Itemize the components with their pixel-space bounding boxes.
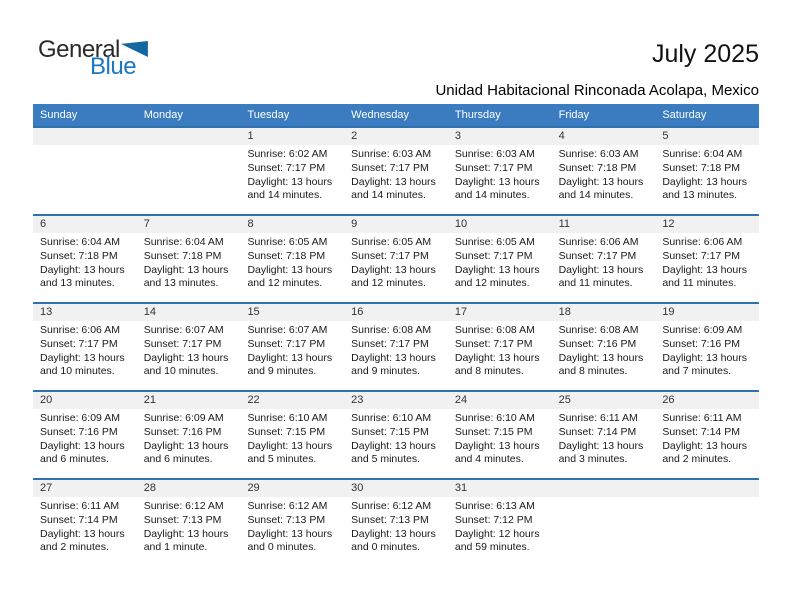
daylight-text-line2: and 13 minutes. <box>40 277 115 290</box>
day-cell-28 <box>137 480 241 566</box>
sunset-text: Sunset: 7:18 PM <box>662 161 740 174</box>
sunrise-text: Sunrise: 6:08 AM <box>351 324 432 336</box>
day-details <box>448 321 552 379</box>
day-cell-4 <box>552 128 656 214</box>
daylight-text-line1: Daylight: 13 hours <box>558 439 644 452</box>
day-details <box>655 233 759 291</box>
daylight-text-line1: Daylight: 13 hours <box>558 263 644 276</box>
sunset-text: Sunset: 7:17 PM <box>558 249 637 262</box>
week-row <box>33 302 759 390</box>
day-details <box>344 145 448 203</box>
day-details <box>240 233 344 291</box>
sunset-text: Sunset: 7:17 PM <box>247 337 326 350</box>
day-header-thursday: Thursday <box>454 109 501 121</box>
daylight-text-line1: Daylight: 13 hours <box>247 527 333 540</box>
day-header-saturday: Saturday <box>662 109 707 121</box>
sunrise-text: Sunrise: 6:12 AM <box>247 500 328 512</box>
daylight-text-line2: and 9 minutes. <box>351 365 421 378</box>
daylight-text-line1: Daylight: 13 hours <box>40 439 125 452</box>
sunrise-text: Sunrise: 6:12 AM <box>351 500 432 512</box>
daylight-text-line1: Daylight: 13 hours <box>351 351 436 364</box>
day-cell-24 <box>448 392 552 478</box>
day-cell-15 <box>240 304 344 390</box>
sunset-text: Sunset: 7:15 PM <box>454 425 533 438</box>
sunrise-text: Sunrise: 6:06 AM <box>40 324 120 336</box>
day-details <box>344 409 448 467</box>
sunrise-text: Sunrise: 6:06 AM <box>558 236 639 248</box>
daylight-text-line1: Daylight: 13 hours <box>247 263 333 276</box>
sunset-text: Sunset: 7:14 PM <box>40 513 118 526</box>
sunset-text: Sunset: 7:17 PM <box>351 249 429 262</box>
calendar-grid <box>33 104 759 566</box>
sunset-text: Sunset: 7:16 PM <box>143 425 222 438</box>
day-cell-9 <box>344 216 448 302</box>
daylight-text-line1: Daylight: 13 hours <box>351 263 436 276</box>
sunrise-text: Sunrise: 6:08 AM <box>558 324 639 336</box>
day-details <box>344 233 448 291</box>
daylight-text-line2: and 4 minutes. <box>454 453 524 466</box>
logo-text-blue: Blue <box>90 53 137 80</box>
daylight-text-line2: and 8 minutes. <box>558 365 628 378</box>
day-details <box>240 145 344 203</box>
sunset-text: Sunset: 7:16 PM <box>558 337 637 350</box>
daylight-text-line1: Daylight: 13 hours <box>143 439 229 452</box>
sunset-text: Sunset: 7:17 PM <box>143 337 222 350</box>
sunset-text: Sunset: 7:17 PM <box>351 161 429 174</box>
week-row <box>33 390 759 478</box>
day-header-tuesday: Tuesday <box>247 109 290 121</box>
day-number: 8 <box>240 216 344 233</box>
sunset-text: Sunset: 7:12 PM <box>454 513 533 526</box>
daylight-text-line1: Daylight: 13 hours <box>247 351 333 364</box>
day-details <box>448 497 552 555</box>
day-number: 12 <box>655 216 759 233</box>
daylight-text-line2: and 9 minutes. <box>247 365 317 378</box>
sunset-text: Sunset: 7:17 PM <box>454 249 533 262</box>
daylight-text-line2: and 0 minutes. <box>351 541 421 554</box>
day-header-friday: Friday <box>558 109 590 121</box>
day-details <box>137 321 241 379</box>
sunset-text: Sunset: 7:17 PM <box>454 161 533 174</box>
title-block <box>435 40 759 99</box>
sunset-text: Sunset: 7:18 PM <box>558 161 637 174</box>
day-number: 15 <box>240 304 344 321</box>
day-number: 3 <box>448 128 552 145</box>
daylight-text-line2: and 11 minutes. <box>662 277 737 290</box>
daylight-text-line2: and 5 minutes. <box>351 453 421 466</box>
daylight-text-line2: and 14 minutes. <box>558 189 634 202</box>
day-details <box>137 409 241 467</box>
sunset-text: Sunset: 7:14 PM <box>662 425 740 438</box>
sunrise-text: Sunrise: 6:09 AM <box>143 412 224 424</box>
day-number: 24 <box>448 392 552 409</box>
day-details <box>344 321 448 379</box>
day-cell-empty <box>33 128 137 214</box>
day-cell-11 <box>552 216 656 302</box>
daylight-text-line2: and 1 minute. <box>143 541 208 554</box>
daylight-text-line1: Daylight: 13 hours <box>40 263 125 276</box>
day-number: 21 <box>137 392 241 409</box>
day-cell-27 <box>33 480 137 566</box>
daylight-text-line1: Daylight: 13 hours <box>454 439 540 452</box>
daylight-text-line1: Daylight: 13 hours <box>662 175 747 188</box>
day-cell-10 <box>448 216 552 302</box>
day-number: 1 <box>240 128 344 145</box>
daylight-text-line2: and 11 minutes. <box>558 277 633 290</box>
day-cell-21 <box>137 392 241 478</box>
day-details <box>137 497 241 555</box>
day-cell-22 <box>240 392 344 478</box>
day-number: 30 <box>344 480 448 497</box>
daylight-text-line2: and 12 minutes. <box>247 277 323 290</box>
daylight-text-line1: Daylight: 13 hours <box>351 175 436 188</box>
sunset-text: Sunset: 7:17 PM <box>247 161 326 174</box>
day-cell-empty <box>137 128 241 214</box>
day-cell-1 <box>240 128 344 214</box>
week-row <box>33 478 759 566</box>
sunrise-text: Sunrise: 6:11 AM <box>558 412 638 424</box>
day-cell-empty <box>552 480 656 566</box>
day-number: 13 <box>33 304 137 321</box>
day-number: 25 <box>552 392 656 409</box>
sunrise-text: Sunrise: 6:11 AM <box>40 500 120 512</box>
sunrise-text: Sunrise: 6:12 AM <box>143 500 224 512</box>
day-number: 19 <box>655 304 759 321</box>
sunrise-text: Sunrise: 6:07 AM <box>143 324 224 336</box>
day-number: 14 <box>137 304 241 321</box>
day-details <box>448 409 552 467</box>
day-number: 11 <box>552 216 656 233</box>
sunset-text: Sunset: 7:15 PM <box>247 425 326 438</box>
daylight-text-line2: and 14 minutes. <box>454 189 530 202</box>
day-cell-empty <box>655 480 759 566</box>
sunset-text: Sunset: 7:14 PM <box>558 425 637 438</box>
day-details <box>240 321 344 379</box>
day-header-wednesday: Wednesday <box>351 109 410 121</box>
daylight-text-line2: and 14 minutes. <box>351 189 426 202</box>
daylight-text-line1: Daylight: 13 hours <box>143 263 229 276</box>
sunset-text: Sunset: 7:18 PM <box>247 249 326 262</box>
sunrise-text: Sunrise: 6:04 AM <box>40 236 120 248</box>
sunrise-text: Sunrise: 6:02 AM <box>247 148 328 160</box>
sunset-text: Sunset: 7:18 PM <box>143 249 222 262</box>
day-cell-5 <box>655 128 759 214</box>
day-cell-26 <box>655 392 759 478</box>
sunrise-text: Sunrise: 6:05 AM <box>351 236 432 248</box>
day-number: 17 <box>448 304 552 321</box>
sunrise-text: Sunrise: 6:05 AM <box>247 236 328 248</box>
day-number: 28 <box>137 480 241 497</box>
sunset-text: Sunset: 7:17 PM <box>40 337 118 350</box>
daylight-text-line2: and 13 minutes. <box>143 277 219 290</box>
day-number: 26 <box>655 392 759 409</box>
daylight-text-line1: Daylight: 13 hours <box>351 439 436 452</box>
day-cell-16 <box>344 304 448 390</box>
day-cell-19 <box>655 304 759 390</box>
day-number: 18 <box>552 304 656 321</box>
daylight-text-line2: and 12 minutes. <box>351 277 426 290</box>
sunset-text: Sunset: 7:15 PM <box>351 425 429 438</box>
sunrise-text: Sunrise: 6:03 AM <box>454 148 535 160</box>
daylight-text-line1: Daylight: 13 hours <box>558 351 644 364</box>
day-details <box>33 321 137 379</box>
day-cell-8 <box>240 216 344 302</box>
day-details <box>344 497 448 555</box>
sunrise-text: Sunrise: 6:07 AM <box>247 324 328 336</box>
daylight-text-line2: and 3 minutes. <box>558 453 628 466</box>
day-details <box>655 145 759 203</box>
daylight-text-line2: and 8 minutes. <box>454 365 524 378</box>
daylight-text-line2: and 6 minutes. <box>143 453 213 466</box>
day-details <box>33 233 137 291</box>
sunset-text: Sunset: 7:17 PM <box>454 337 533 350</box>
daylight-text-line2: and 14 minutes. <box>247 189 323 202</box>
day-number <box>137 128 241 145</box>
daylight-text-line1: Daylight: 13 hours <box>454 175 540 188</box>
daylight-text-line2: and 2 minutes. <box>662 453 732 466</box>
sunrise-text: Sunrise: 6:04 AM <box>662 148 743 160</box>
day-number: 6 <box>33 216 137 233</box>
daylight-text-line2: and 2 minutes. <box>40 541 109 554</box>
day-details <box>655 409 759 467</box>
week-row <box>33 126 759 214</box>
daylight-text-line1: Daylight: 12 hours <box>454 527 540 540</box>
daylight-text-line1: Daylight: 13 hours <box>662 351 747 364</box>
day-number: 31 <box>448 480 552 497</box>
daylight-text-line1: Daylight: 13 hours <box>454 263 540 276</box>
sunrise-text: Sunrise: 6:11 AM <box>662 412 742 424</box>
day-number <box>33 128 137 145</box>
daylight-text-line1: Daylight: 13 hours <box>143 527 229 540</box>
day-cell-6 <box>33 216 137 302</box>
sunrise-text: Sunrise: 6:04 AM <box>143 236 224 248</box>
sunset-text: Sunset: 7:16 PM <box>662 337 740 350</box>
day-cell-3 <box>448 128 552 214</box>
sunrise-text: Sunrise: 6:06 AM <box>662 236 743 248</box>
daylight-text-line1: Daylight: 13 hours <box>143 351 229 364</box>
day-cell-30 <box>344 480 448 566</box>
day-cell-20 <box>33 392 137 478</box>
sunrise-text: Sunrise: 6:09 AM <box>662 324 743 336</box>
sunset-text: Sunset: 7:16 PM <box>40 425 118 438</box>
day-number: 4 <box>552 128 656 145</box>
daylight-text-line2: and 13 minutes. <box>662 189 738 202</box>
day-details <box>552 145 656 203</box>
day-number: 23 <box>344 392 448 409</box>
day-cell-31 <box>448 480 552 566</box>
day-details <box>552 233 656 291</box>
week-row <box>33 214 759 302</box>
day-cell-2 <box>344 128 448 214</box>
sunrise-text: Sunrise: 6:03 AM <box>558 148 639 160</box>
sunset-text: Sunset: 7:17 PM <box>351 337 429 350</box>
day-details <box>240 409 344 467</box>
sunrise-text: Sunrise: 6:13 AM <box>454 500 535 512</box>
day-header-monday: Monday <box>143 109 183 121</box>
day-cell-14 <box>137 304 241 390</box>
day-cell-12 <box>655 216 759 302</box>
sunrise-text: Sunrise: 6:10 AM <box>351 412 432 424</box>
sunrise-text: Sunrise: 6:10 AM <box>247 412 328 424</box>
day-cell-13 <box>33 304 137 390</box>
day-details <box>448 233 552 291</box>
daylight-text-line1: Daylight: 13 hours <box>662 263 747 276</box>
day-number: 29 <box>240 480 344 497</box>
day-number: 20 <box>33 392 137 409</box>
page-subtitle-location: Unidad Habitacional Rinconada Acolapa, Mexico <box>435 82 759 99</box>
daylight-text-line2: and 59 minutes. <box>454 541 530 554</box>
day-cell-18 <box>552 304 656 390</box>
day-number: 7 <box>137 216 241 233</box>
day-cell-25 <box>552 392 656 478</box>
daylight-text-line1: Daylight: 13 hours <box>247 439 333 452</box>
daylight-text-line1: Daylight: 13 hours <box>247 175 333 188</box>
sunrise-text: Sunrise: 6:08 AM <box>454 324 535 336</box>
sunset-text: Sunset: 7:13 PM <box>143 513 222 526</box>
daylight-text-line2: and 6 minutes. <box>40 453 109 466</box>
day-number: 22 <box>240 392 344 409</box>
day-details <box>448 145 552 203</box>
sunset-text: Sunset: 7:13 PM <box>351 513 429 526</box>
day-number: 10 <box>448 216 552 233</box>
day-header-sunday: Sunday <box>40 109 78 121</box>
day-details <box>137 233 241 291</box>
day-number <box>655 480 759 497</box>
day-details <box>33 497 137 555</box>
day-number: 16 <box>344 304 448 321</box>
sunrise-text: Sunrise: 6:03 AM <box>351 148 432 160</box>
sunrise-text: Sunrise: 6:05 AM <box>454 236 535 248</box>
daylight-text-line2: and 12 minutes. <box>454 277 530 290</box>
sunrise-text: Sunrise: 6:10 AM <box>454 412 535 424</box>
day-details <box>655 321 759 379</box>
page-title: July 2025 <box>651 40 759 68</box>
daylight-text-line2: and 0 minutes. <box>247 541 317 554</box>
daylight-text-line1: Daylight: 13 hours <box>351 527 436 540</box>
day-cell-23 <box>344 392 448 478</box>
daylight-text-line1: Daylight: 13 hours <box>558 175 644 188</box>
day-details <box>552 321 656 379</box>
day-number: 9 <box>344 216 448 233</box>
daylight-text-line2: and 7 minutes. <box>662 365 732 378</box>
general-blue-logo <box>38 38 148 79</box>
day-cell-29 <box>240 480 344 566</box>
daylight-text-line1: Daylight: 13 hours <box>454 351 540 364</box>
daylight-text-line1: Daylight: 13 hours <box>662 439 747 452</box>
sunrise-text: Sunrise: 6:09 AM <box>40 412 120 424</box>
day-number: 27 <box>33 480 137 497</box>
day-cell-17 <box>448 304 552 390</box>
day-number: 5 <box>655 128 759 145</box>
sunset-text: Sunset: 7:18 PM <box>40 249 118 262</box>
sunset-text: Sunset: 7:13 PM <box>247 513 326 526</box>
daylight-text-line2: and 10 minutes. <box>143 365 219 378</box>
daylight-text-line2: and 10 minutes. <box>40 365 115 378</box>
day-details <box>33 409 137 467</box>
sunset-text: Sunset: 7:17 PM <box>662 249 740 262</box>
logo-text-general: General <box>38 36 120 63</box>
daylight-text-line2: and 5 minutes. <box>247 453 317 466</box>
daylight-text-line1: Daylight: 13 hours <box>40 527 125 540</box>
day-details <box>552 409 656 467</box>
day-details <box>240 497 344 555</box>
day-header-row <box>33 104 759 126</box>
daylight-text-line1: Daylight: 13 hours <box>40 351 125 364</box>
day-number <box>552 480 656 497</box>
day-number: 2 <box>344 128 448 145</box>
day-cell-7 <box>137 216 241 302</box>
